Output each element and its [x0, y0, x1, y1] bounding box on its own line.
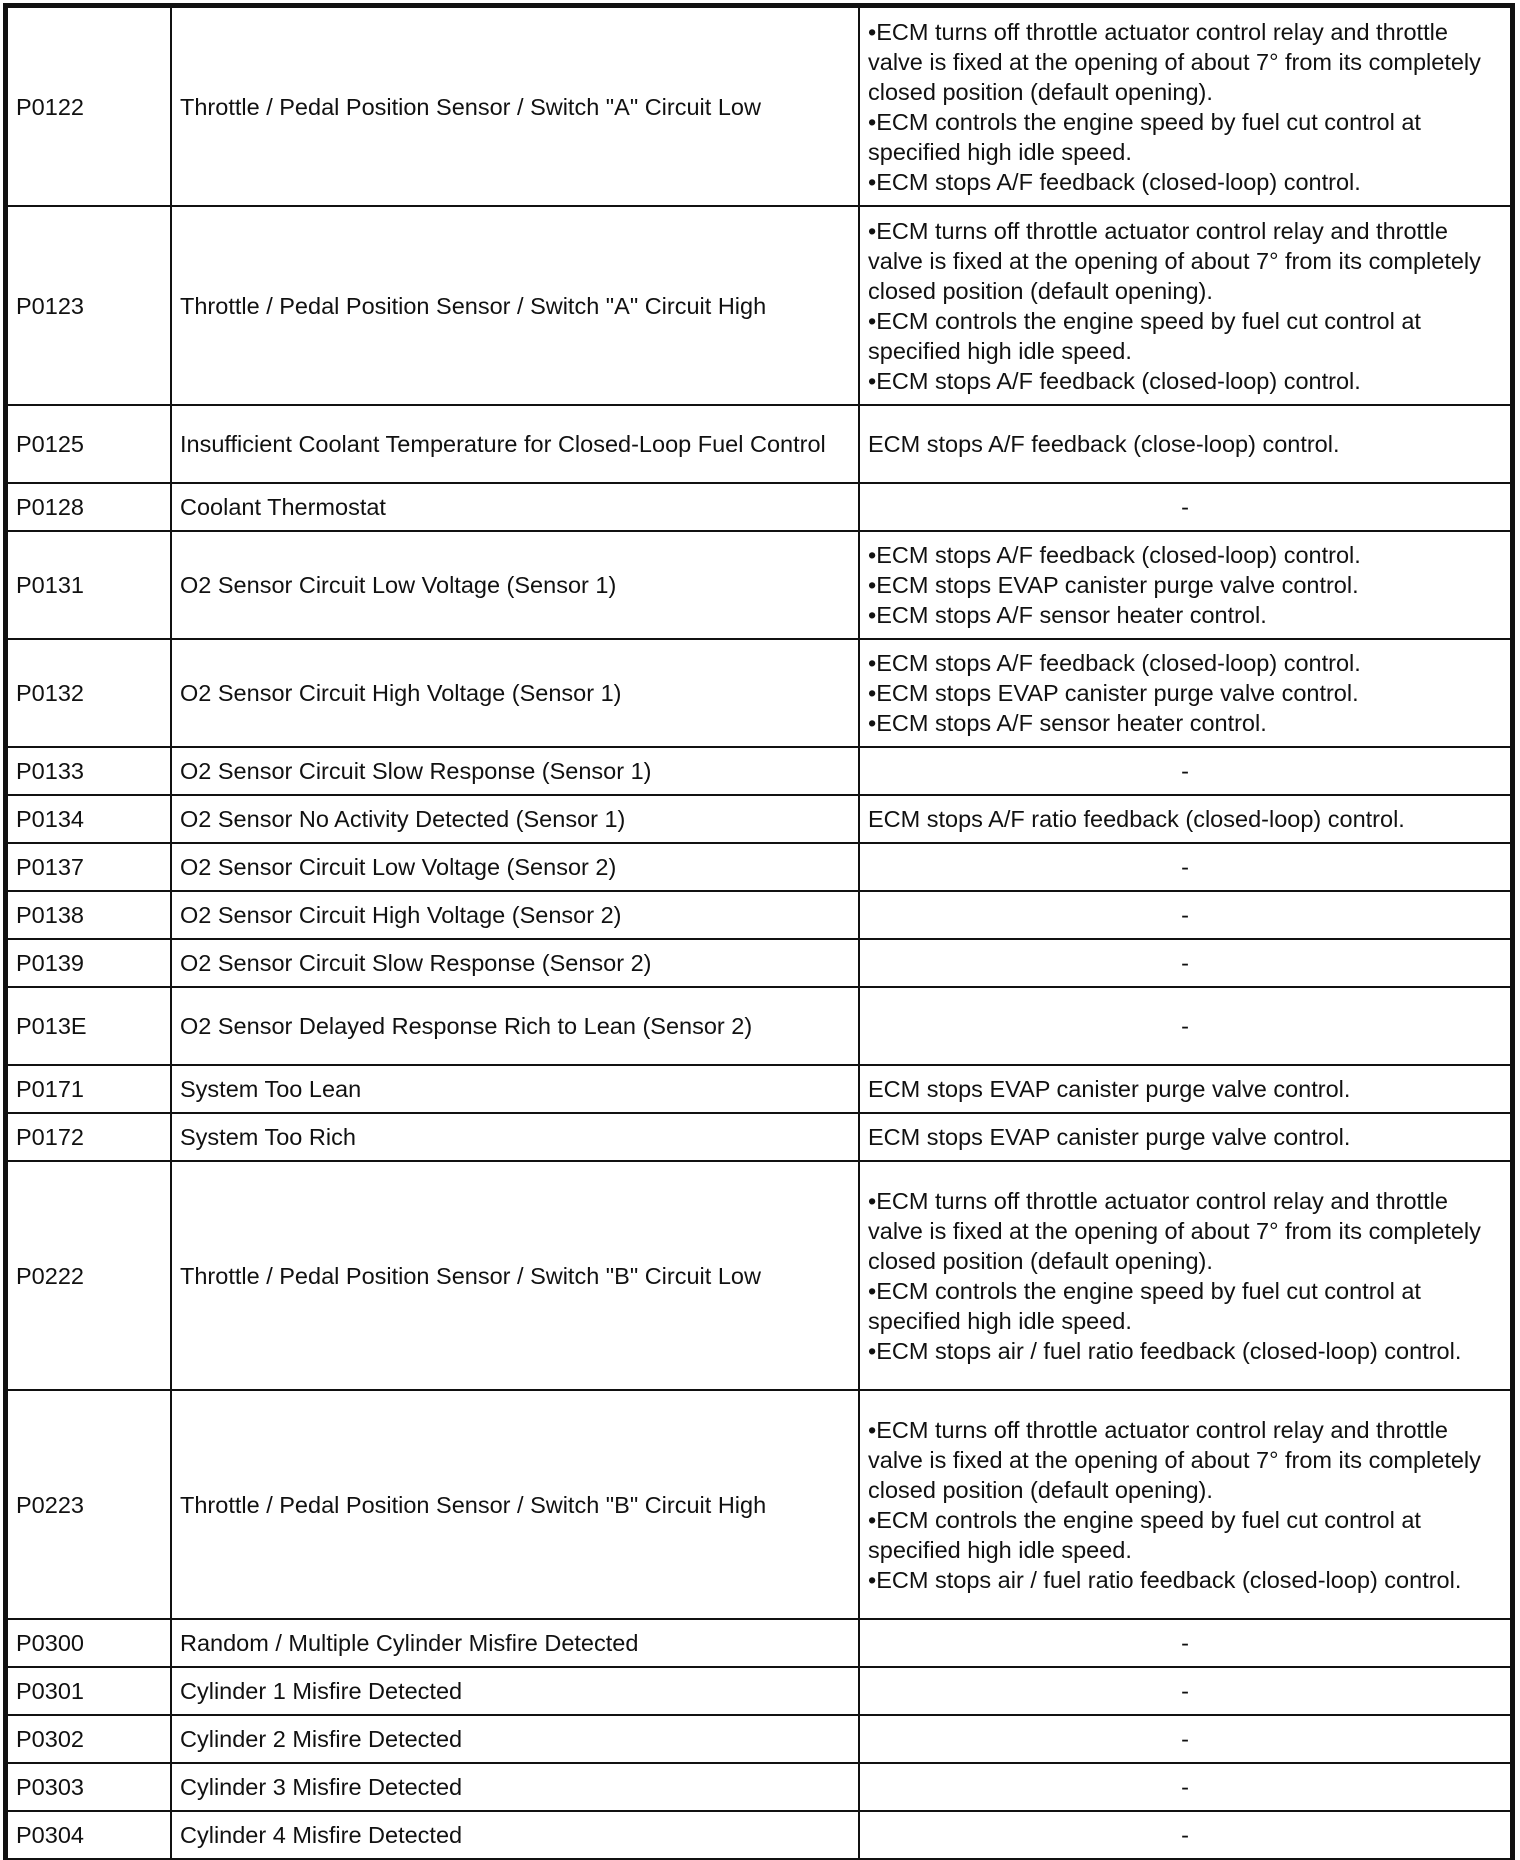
dtc-code: P0304: [7, 1811, 171, 1859]
dtc-description: Cylinder 4 Misfire Detected: [171, 1811, 859, 1859]
table-row: [7, 7, 1511, 206]
fail-safe-action: -: [859, 1763, 1511, 1811]
dtc-code: P0222: [7, 1161, 171, 1390]
dtc-description: O2 Sensor Circuit Low Voltage (Sensor 1): [171, 531, 859, 639]
fail-safe-action: -: [859, 483, 1511, 531]
fail-safe-action: -: [859, 747, 1511, 795]
fail-safe-action: ECM stops A/F ratio feedback (closed-loop) control.: [859, 795, 1511, 843]
fail-safe-line: •ECM stops A/F sensor heater control.: [868, 602, 1267, 628]
dtc-description: Cylinder 2 Misfire Detected: [171, 1715, 859, 1763]
fail-safe-action: -: [859, 939, 1511, 987]
table-row: [7, 1667, 1511, 1715]
dtc-description: O2 Sensor Circuit Slow Response (Sensor 1): [171, 747, 859, 795]
dtc-description: Coolant Thermostat: [171, 483, 859, 531]
table-row: [7, 1390, 1511, 1619]
dtc-description: O2 Sensor Circuit Low Voltage (Sensor 2): [171, 843, 859, 891]
table-row: [7, 891, 1511, 939]
dtc-code: P013E: [7, 987, 171, 1065]
fail-safe-line: •ECM turns off throttle actuator control relay and throttle valve is fixed at the opening of about 7° from its completely closed position (default opening).: [868, 1416, 1481, 1503]
dtc-code: P0122: [7, 7, 171, 206]
fail-safe-action: [859, 7, 1511, 206]
dtc-description: System Too Rich: [171, 1113, 859, 1161]
table-row: [7, 483, 1511, 531]
fail-safe-action: [859, 639, 1511, 747]
fail-safe-line: •ECM controls the engine speed by fuel cut control at specified high idle speed.: [868, 108, 1421, 165]
fail-safe-action: [859, 531, 1511, 639]
fail-safe-line: •ECM stops EVAP canister purge valve control.: [868, 680, 1359, 706]
dtc-code: P0223: [7, 1390, 171, 1619]
fail-safe-action: [859, 206, 1511, 405]
dtc-code: P0125: [7, 405, 171, 483]
dtc-code: P0303: [7, 1763, 171, 1811]
table-row: [7, 206, 1511, 405]
dtc-description: Random / Multiple Cylinder Misfire Detected: [171, 1619, 859, 1667]
dtc-code: P0139: [7, 939, 171, 987]
dtc-code: P0301: [7, 1667, 171, 1715]
fail-safe-line: •ECM turns off throttle actuator control relay and throttle valve is fixed at the opening of about 7° from its completely closed position (default opening).: [868, 217, 1481, 304]
dtc-description: Cylinder 1 Misfire Detected: [171, 1667, 859, 1715]
table-row: [7, 1619, 1511, 1667]
dtc-description: Throttle / Pedal Position Sensor / Switch "B" Circuit Low: [171, 1161, 859, 1390]
dtc-code: P0172: [7, 1113, 171, 1161]
fail-safe-action: -: [859, 843, 1511, 891]
fail-safe-action: [859, 1161, 1511, 1390]
dtc-description: Throttle / Pedal Position Sensor / Switch "B" Circuit High: [171, 1390, 859, 1619]
fail-safe-action: [859, 1390, 1511, 1619]
fail-safe-line: •ECM controls the engine speed by fuel cut control at specified high idle speed.: [868, 307, 1421, 364]
dtc-description: Throttle / Pedal Position Sensor / Switch "A" Circuit High: [171, 206, 859, 405]
table-row: [7, 1811, 1511, 1859]
table-row: [7, 1763, 1511, 1811]
fail-safe-action: -: [859, 1715, 1511, 1763]
dtc-description: System Too Lean: [171, 1065, 859, 1113]
table-row: [7, 939, 1511, 987]
fail-safe-line: •ECM controls the engine speed by fuel cut control at specified high idle speed.: [868, 1277, 1421, 1334]
dtc-description: Insufficient Coolant Temperature for Closed-Loop Fuel Control: [171, 405, 859, 483]
dtc-code: P0302: [7, 1715, 171, 1763]
dtc-code: P0131: [7, 531, 171, 639]
fail-safe-action: -: [859, 1667, 1511, 1715]
dtc-code: P0137: [7, 843, 171, 891]
dtc-code: P0128: [7, 483, 171, 531]
dtc-description: O2 Sensor Circuit High Voltage (Sensor 2): [171, 891, 859, 939]
fail-safe-line: •ECM controls the engine speed by fuel cut control at specified high idle speed.: [868, 1506, 1421, 1563]
table-row: [7, 1161, 1511, 1390]
dtc-code: P0300: [7, 1619, 171, 1667]
fail-safe-line: •ECM stops A/F feedback (closed-loop) control.: [868, 542, 1361, 568]
dtc-code: P0123: [7, 206, 171, 405]
fail-safe-action: -: [859, 1619, 1511, 1667]
dtc-code: P0134: [7, 795, 171, 843]
dtc-description: O2 Sensor Delayed Response Rich to Lean (Sensor 2): [171, 987, 859, 1065]
fail-safe-action: ECM stops EVAP canister purge valve control.: [859, 1113, 1511, 1161]
table-row: [7, 795, 1511, 843]
table-row: [7, 1065, 1511, 1113]
dtc-code: P0133: [7, 747, 171, 795]
dtc-code: P0138: [7, 891, 171, 939]
fail-safe-line: •ECM stops EVAP canister purge valve control.: [868, 572, 1359, 598]
fail-safe-line: •ECM stops A/F feedback (closed-loop) control.: [868, 367, 1361, 394]
fail-safe-action: ECM stops EVAP canister purge valve control.: [859, 1065, 1511, 1113]
dtc-description: Throttle / Pedal Position Sensor / Switch "A" Circuit Low: [171, 7, 859, 206]
fail-safe-action: ECM stops A/F feedback (close-loop) control.: [859, 405, 1511, 483]
table-row: [7, 747, 1511, 795]
fail-safe-line: •ECM stops A/F sensor heater control.: [868, 710, 1267, 736]
table-row: [7, 639, 1511, 747]
fail-safe-line: •ECM turns off throttle actuator control relay and throttle valve is fixed at the opening of about 7° from its completely closed position (default opening).: [868, 1187, 1481, 1274]
table-row: [7, 405, 1511, 483]
dtc-description: O2 Sensor Circuit High Voltage (Sensor 1): [171, 639, 859, 747]
table-row: [7, 987, 1511, 1065]
fail-safe-action: -: [859, 891, 1511, 939]
dtc-code: P0132: [7, 639, 171, 747]
fail-safe-action: -: [859, 987, 1511, 1065]
dtc-code: P0171: [7, 1065, 171, 1113]
table-row: [7, 1715, 1511, 1763]
fail-safe-line: •ECM stops A/F feedback (closed-loop) control.: [868, 168, 1361, 195]
fail-safe-action: -: [859, 1811, 1511, 1859]
table-row: [7, 1113, 1511, 1161]
fail-safe-line: •ECM stops air / fuel ratio feedback (closed-loop) control.: [868, 1566, 1462, 1593]
fail-safe-line: •ECM turns off throttle actuator control relay and throttle valve is fixed at the opening of about 7° from its completely closed position (default opening).: [868, 18, 1481, 105]
table-row: [7, 531, 1511, 639]
dtc-description: O2 Sensor Circuit Slow Response (Sensor 2): [171, 939, 859, 987]
dtc-description: O2 Sensor No Activity Detected (Sensor 1): [171, 795, 859, 843]
fail-safe-line: •ECM stops air / fuel ratio feedback (closed-loop) control.: [868, 1337, 1462, 1364]
dtc-fail-safe-table: [6, 6, 1512, 1860]
dtc-description: Cylinder 3 Misfire Detected: [171, 1763, 859, 1811]
table-row: [7, 843, 1511, 891]
fail-safe-line: •ECM stops A/F feedback (closed-loop) control.: [868, 650, 1361, 676]
